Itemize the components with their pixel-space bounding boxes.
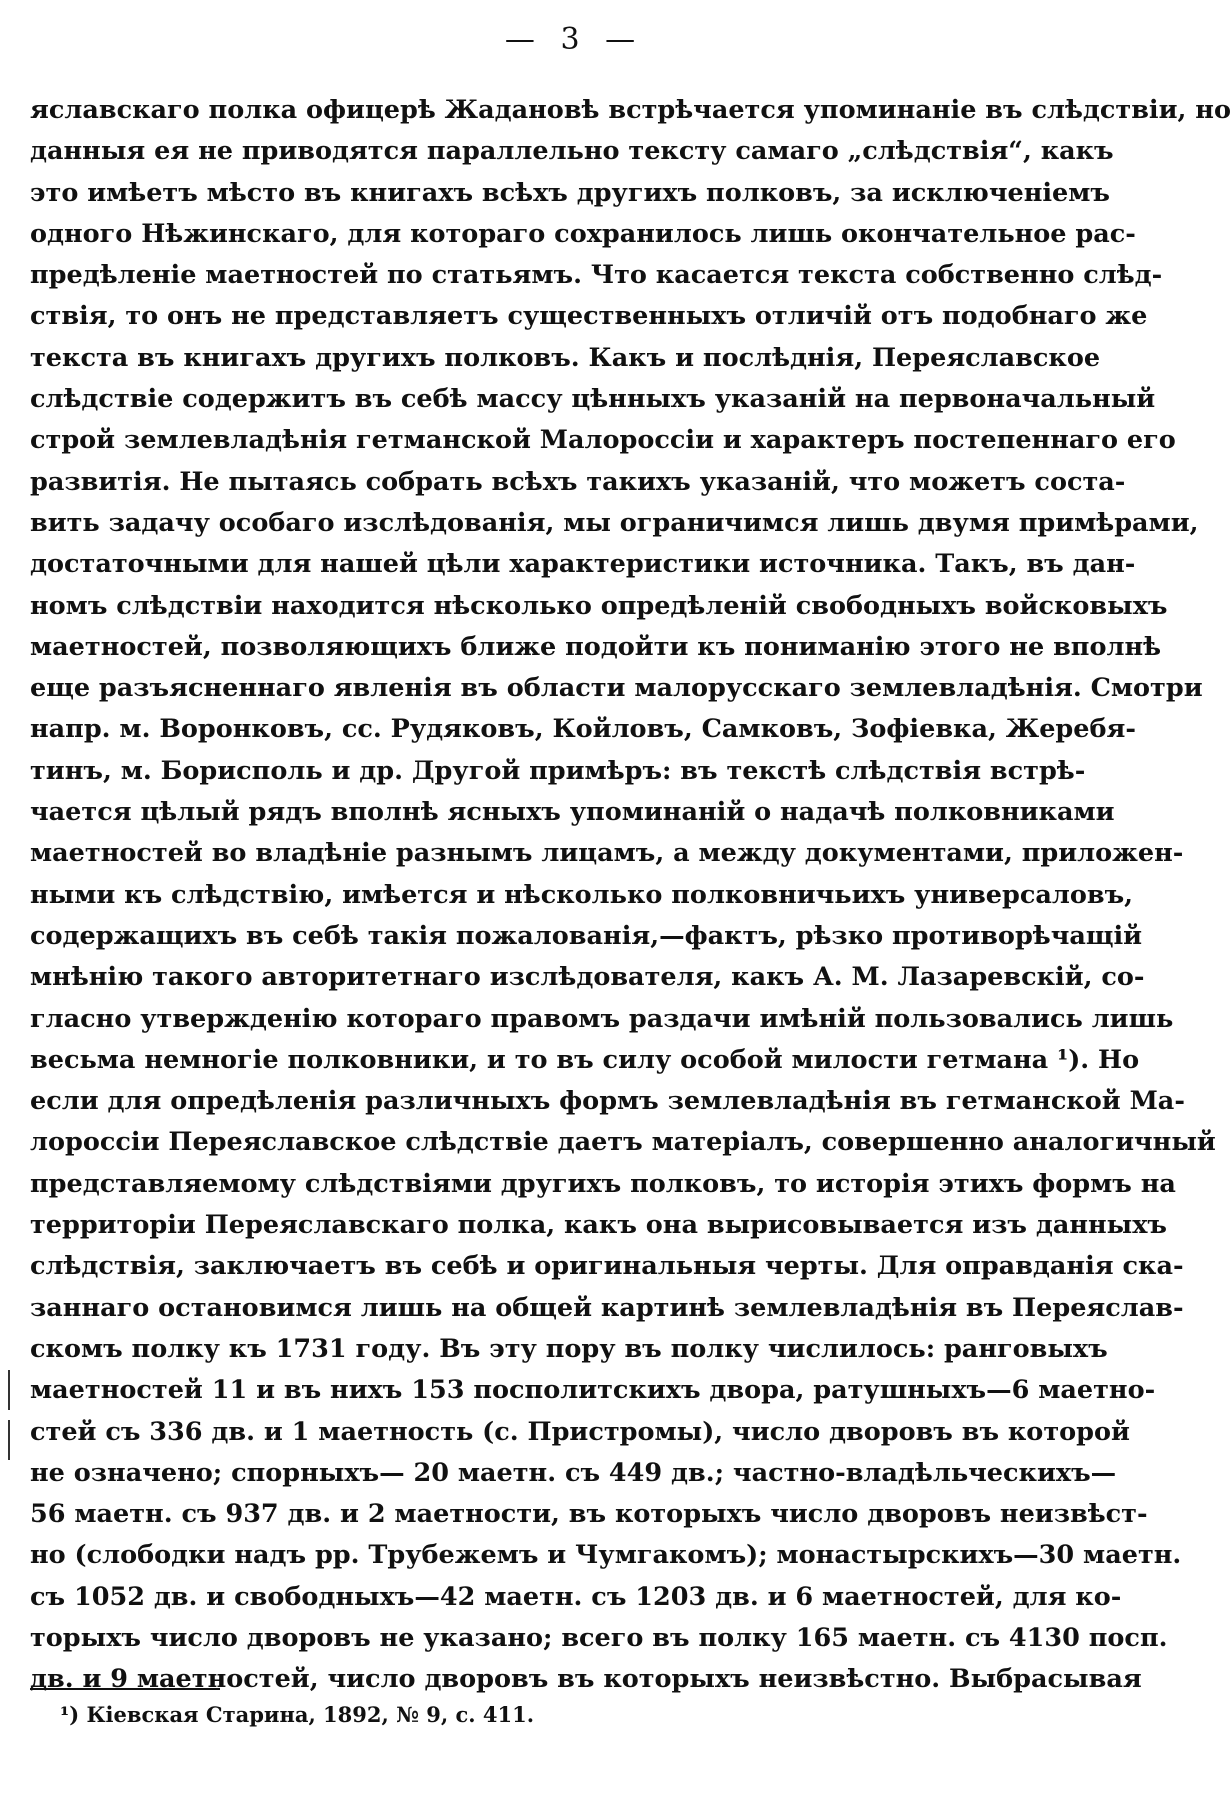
text-line: строй землевладѣнія гетманской Малороссіи и характеръ постепеннаго его <box>30 425 1176 456</box>
text-line: скомъ полку къ 1731 году. Въ эту пору въ полку числилось: ранговыхъ <box>30 1333 1108 1364</box>
text-line: территоріи Переяславскаго полка, какъ она вырисовывается изъ данныхъ <box>30 1210 1167 1241</box>
text-line: дв. и 9 маетностей, число дворовъ въ которыхъ неизвѣстно. Выбрасывая <box>30 1664 1142 1695</box>
text-line: еще разъясненнаго явленія въ области малорусскаго землевладѣнія. Смотри <box>30 673 1203 704</box>
text-line: слѣдствіе содержитъ въ себѣ массу цѣнныхъ указаній на первоначальный <box>30 384 1156 415</box>
text-line: ными къ слѣдствію, имѣется и нѣсколько полковничьихъ универсаловъ, <box>30 879 1134 910</box>
text-line: стей съ 336 дв. и 1 маетность (с. Пристромы), число дворовъ въ которой <box>30 1416 1130 1447</box>
text-line: не означено; спорныхъ— 20 маетн. съ 449 дв.; частно-владѣльческихъ— <box>30 1457 1117 1488</box>
text-line: маетностей, позволяющихъ ближе подойти къ пониманію этого не вполнѣ <box>30 631 1162 662</box>
text-line: лороссіи Переяславское слѣдствіе даетъ матеріалъ, совершенно аналогичный <box>30 1127 1216 1158</box>
text-line: весьма немногіе полковники, и то въ силу особой милости гетмана ¹). Но <box>30 1044 1140 1075</box>
margin-mark <box>8 1370 10 1410</box>
text-line: представляемому слѣдствіями другихъ полковъ, то исторія этихъ формъ на <box>30 1168 1176 1199</box>
text-line: вить задачу особаго изслѣдованія, мы ограничимся лишь двумя примѣрами, <box>30 507 1199 538</box>
text-line: мнѣнію такого авторитетнаго изслѣдователя, какъ А. М. Лазаревскій, со- <box>30 962 1145 993</box>
text-line: ствія, то онъ не представляетъ существенныхъ отличій отъ подобнаго же <box>30 301 1148 332</box>
text-line: тинъ, м. Борисполь и др. Другой примѣръ: въ текстѣ слѣдствія встрѣ- <box>30 755 1086 786</box>
text-line: съ 1052 дв. и свободныхъ—42 маетн. съ 1203 дв. и 6 маетностей, для ко- <box>30 1581 1122 1612</box>
text-line: маетностей 11 и въ нихъ 153 посполитскихъ двора, ратушныхъ—6 маетно- <box>30 1375 1156 1406</box>
page-number: 3 <box>560 22 580 57</box>
text-line: заннаго остановимся лишь на общей картинѣ землевладѣнія въ Переяслав- <box>30 1292 1184 1323</box>
text-line: напр. м. Воронковъ, сс. Рудяковъ, Койловъ, Самковъ, Зофіевка, Жеребя- <box>30 714 1136 745</box>
text-line: маетностей во владѣніе разнымъ лицамъ, а между документами, приложен- <box>30 838 1184 869</box>
text-line: номъ слѣдствіи находится нѣсколько опредѣленій свободныхъ войсковыхъ <box>30 590 1168 621</box>
text-line: торыхъ число дворовъ не указано; всего въ полку 165 маетн. съ 4130 посп. <box>30 1622 1168 1653</box>
page-number-dash-right: — <box>605 22 636 57</box>
footnote-text: Кіевская Старина, 1892, № 9, с. 411. <box>86 1702 535 1727</box>
text-line: одного Нѣжинскаго, для котораго сохранилось лишь окончательное рас- <box>30 218 1136 249</box>
text-line: данныя ея не приводятся параллельно тексту самаго „слѣдствія“, какъ <box>30 136 1114 167</box>
text-line: это имѣетъ мѣсто въ книгахъ всѣхъ другихъ полковъ, за исключеніемъ <box>30 177 1110 208</box>
text-line: 56 маетн. съ 937 дв. и 2 маетности, въ которыхъ число дворовъ неизвѣст- <box>30 1499 1148 1530</box>
page-number-header <box>0 22 1140 57</box>
text-line: слѣдствія, заключаетъ въ себѣ и оригинальныя черты. Для оправданія ска- <box>30 1251 1184 1282</box>
footnote-marker: ¹) <box>60 1702 80 1727</box>
text-line: текста въ книгахъ другихъ полковъ. Какъ и послѣднія, Переяславское <box>30 342 1101 373</box>
margin-mark <box>8 1420 10 1460</box>
text-line: содержащихъ въ себѣ такія пожалованія,—фактъ, рѣзко противорѣчащій <box>30 920 1143 951</box>
page-number-dash-left: — <box>504 22 535 57</box>
text-line: гласно утвержденію котораго правомъ раздачи имѣній пользовались лишь <box>30 1003 1174 1034</box>
text-line: если для опредѣленія различныхъ формъ землевладѣнія въ гетманской Ма- <box>30 1086 1185 1117</box>
text-line: яславскаго полка офицерѣ Жадановѣ встрѣчается упоминаніе въ слѣдствіи, но <box>30 95 1231 125</box>
text-line: развитія. Не пытаясь собрать всѣхъ такихъ указаній, что можетъ соста- <box>30 466 1126 497</box>
text-line: чается цѣлый рядъ вполнѣ ясныхъ упоминаній о надачѣ полковниками <box>30 797 1115 828</box>
text-line: но (слободки надъ рр. Трубежемъ и Чумгакомъ); монастырскихъ—30 маетн. <box>30 1540 1182 1571</box>
footnote-rule <box>30 1688 220 1690</box>
footnote <box>60 1702 534 1727</box>
body-text <box>30 90 1231 1701</box>
text-line: предѣленіе маетностей по статьямъ. Что касается текста собственно слѣд- <box>30 260 1163 291</box>
text-line: достаточными для нашей цѣли характеристики источника. Такъ, въ дан- <box>30 549 1136 580</box>
